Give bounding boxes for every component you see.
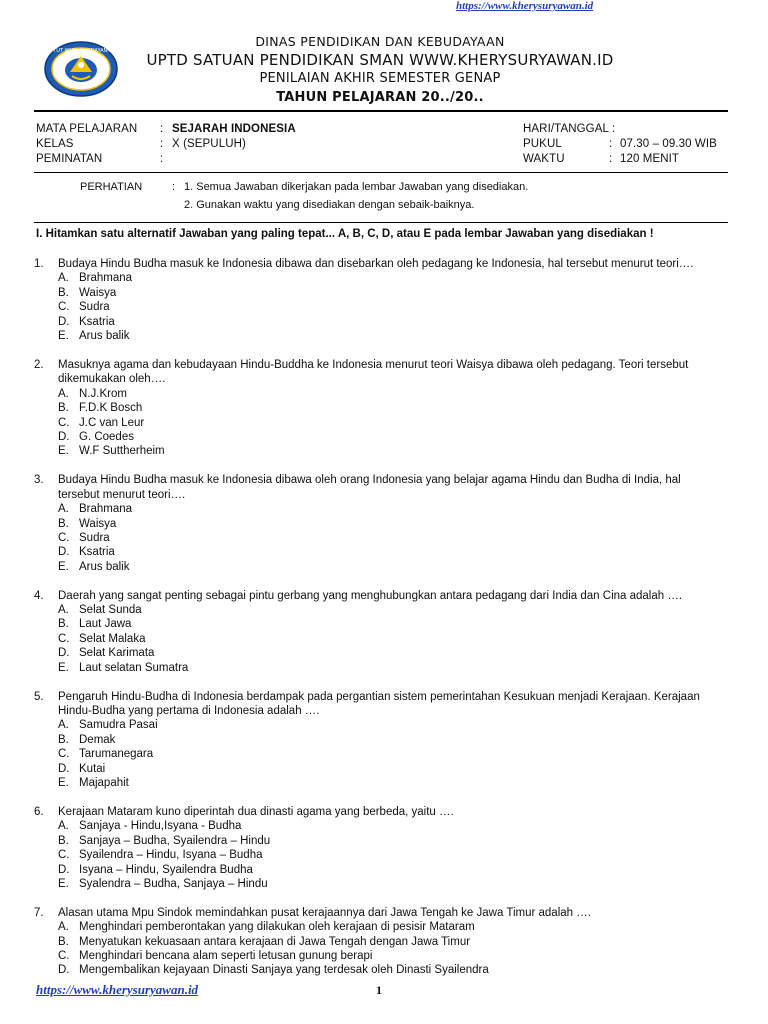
option-text: Isyana – Hindu, Syailendra Budha (79, 863, 253, 876)
option-text: Syailendra – Hindu, Isyana – Budha (79, 849, 263, 862)
answer-option (34, 935, 734, 949)
question-text: Budaya Hindu Budha masuk ke Indonesia dibawa dan disebarkan oleh pedagang ke Indonesia, hal tersebut menurut teori…. (58, 258, 694, 270)
svg-text:TUT WURI HANDAYANI: TUT WURI HANDAYANI (53, 48, 109, 54)
option-text: Mengembalikan kejayaan Dinasti Sanjaya yang terdesak oleh Dinasti Syailendra (79, 964, 489, 977)
header-agency-line: DINAS PENDIDIKAN DAN KEBUDAYAAN (255, 34, 505, 49)
question-text: Pengaruh Hindu-Budha di Indonesia berdampak pada pergantian sistem pemerintahan Kesukuan menjadi Kerajaan. Kerajaan (58, 690, 700, 703)
question-number: 4. (34, 589, 44, 602)
option-text: Demak (79, 733, 116, 746)
waktu-colon: : (609, 153, 613, 165)
option-letter: B. (58, 834, 69, 847)
question-number (34, 704, 58, 718)
answer-option (34, 517, 734, 531)
info-mapel (36, 123, 296, 135)
answer-option (34, 531, 734, 545)
answer-option (34, 632, 734, 646)
option-text: J.C van Leur (79, 416, 145, 429)
question-text: dikemukakan oleh…. (58, 373, 166, 386)
info-pukul (523, 138, 717, 150)
question-item (34, 589, 734, 675)
option-text: Samudra Pasai (79, 719, 158, 732)
option-letter: B. (58, 618, 69, 631)
option-letter: B. (58, 935, 69, 948)
option-text: Selat Sunda (79, 604, 142, 617)
perhatian-item-1: 1. Semua Jawaban dikerjakan pada lembar Jawaban yang disediakan. (184, 181, 529, 193)
option-letter: D. (58, 863, 70, 876)
waktu-label: WAKTU (523, 153, 565, 165)
option-text: Sanjaya - Hindu,Isyana - Budha (79, 820, 242, 833)
answer-option (34, 920, 734, 934)
peminatan-label: PEMINATAN (36, 153, 103, 165)
info-waktu (523, 153, 680, 165)
header-school-line: UPTD SATUAN PENDIDIKAN SMAN WWW.KHERYSURYAWAN.ID (146, 51, 614, 69)
answer-option (34, 877, 734, 891)
info-divider (34, 172, 728, 173)
question-list (34, 257, 734, 992)
answer-option (34, 949, 734, 963)
question-item (34, 906, 734, 978)
option-text: Majapahit (79, 777, 129, 789)
header-year-line: TAHUN PELAJARAN 20../20.. (276, 90, 484, 105)
question-text: Alasan utama Mpu Sindok memindahkan pusat kerajaannya dari Jawa Tengah ke Jawa Timur adalah …. (58, 906, 591, 919)
option-letter: C. (58, 632, 70, 645)
option-text: Menghindari pemberontakan yang dilakukan oleh kerajaan di pesisir Mataram (79, 921, 475, 934)
perhatian-item-2: 2. Gunakan waktu yang disediakan dengan sebaik-baiknya. (184, 199, 475, 211)
answer-option (34, 776, 734, 790)
option-text: Sanjaya – Budha, Syailendra – Hindu (79, 834, 271, 847)
answer-option (34, 733, 734, 747)
option-letter: C. (58, 849, 70, 862)
answer-option (34, 863, 734, 877)
option-letter: D. (58, 964, 70, 977)
option-letter: C. (58, 748, 70, 761)
footer-website-link[interactable]: https://www.kherysuryawan.id (36, 982, 199, 997)
answer-option (34, 401, 734, 415)
option-text: F.D.K Bosch (79, 402, 143, 415)
mapel-label: MATA PELAJARAN (36, 123, 138, 135)
question-number (34, 488, 58, 502)
question-number: 7. (34, 906, 44, 919)
info-hari (523, 123, 616, 135)
answer-option (34, 603, 734, 617)
option-letter: E. (58, 777, 69, 789)
answer-option (34, 315, 734, 329)
pukul-value: 07.30 – 09.30 WIB (620, 138, 717, 150)
answer-option (34, 286, 734, 300)
answer-option (34, 661, 734, 675)
hari-colon: : (612, 123, 616, 135)
option-letter: A. (58, 503, 69, 516)
question-text: Daerah yang sangat penting sebagai pintu gerbang yang menghubungkan antara pedagang dari India dan Cina adalah …. (58, 589, 683, 602)
question-item (34, 473, 734, 574)
option-letter: A. (58, 719, 69, 732)
option-text: Tarumanegara (79, 748, 154, 761)
question-number (34, 372, 58, 386)
option-letter: B. (58, 733, 69, 746)
question-number: 1. (34, 258, 44, 270)
answer-option (34, 747, 734, 761)
option-text: N.J.Krom (79, 387, 127, 400)
option-letter: D. (58, 315, 70, 328)
question-text: Masuknya agama dan kebudayaan Hindu-Buddha ke Indonesia menurut teori Waisya dibawa oleh pedagang. Teori tersebut (58, 358, 689, 371)
option-text: Laut selatan Sumatra (79, 661, 189, 674)
tut-wuri-handayani-logo (42, 40, 120, 98)
option-letter: C. (58, 950, 70, 963)
kelas-label: KELAS (36, 138, 74, 150)
option-letter: D. (58, 762, 70, 775)
option-text: Brahmana (79, 272, 133, 285)
option-letter: B. (58, 402, 69, 415)
page-number: 1 (376, 983, 382, 997)
answer-option (34, 271, 734, 285)
hari-label: HARI/TANGGAL (523, 123, 609, 135)
option-letter: E. (58, 560, 69, 573)
header-divider (34, 110, 728, 112)
option-letter: B. (58, 517, 69, 530)
answer-option (34, 300, 734, 314)
perhatian-label: PERHATIAN (80, 181, 143, 193)
question-item (34, 690, 734, 791)
answer-option (34, 762, 734, 776)
option-letter: A. (58, 921, 69, 934)
answer-option (34, 430, 734, 444)
option-text: Ksatria (79, 315, 115, 328)
answer-option (34, 416, 734, 430)
info-kelas (36, 138, 246, 150)
option-text: Ksatria (79, 546, 115, 559)
question-number: 6. (34, 805, 44, 818)
kelas-colon: : (160, 138, 164, 150)
option-text: Selat Karimata (79, 647, 155, 660)
option-letter: B. (58, 286, 69, 299)
answer-option (34, 444, 734, 458)
answer-option (34, 963, 734, 977)
option-letter: C. (58, 531, 70, 544)
mapel-value: SEJARAH INDONESIA (172, 123, 296, 135)
question-text: Budaya Hindu Budha masuk ke Indonesia dibawa oleh orang Indonesia yang belajar agama Hindu dan Budha di India, hal (58, 474, 681, 487)
option-text: Syalendra – Budha, Sanjaya – Hindu (79, 877, 268, 890)
notes-divider (34, 222, 728, 223)
kelas-value: X (SEPULUH) (172, 138, 246, 150)
option-letter: A. (58, 387, 69, 400)
question-text: tersebut menurut teori…. (58, 488, 186, 501)
answer-option (34, 718, 734, 732)
option-text: Sudra (79, 301, 110, 314)
answer-option (34, 834, 734, 848)
question-number: 2. (34, 358, 44, 371)
question-number: 3. (34, 474, 44, 487)
info-peminatan (36, 153, 164, 165)
option-text: Sudra (79, 531, 110, 544)
question-item (34, 358, 734, 459)
option-letter: A. (58, 272, 69, 285)
question-number: 5. (34, 690, 44, 703)
answer-option (34, 617, 734, 631)
option-letter: D. (58, 430, 70, 443)
option-letter: C. (58, 301, 70, 314)
waktu-value: 120 MENIT (620, 153, 680, 165)
question-item (34, 805, 734, 891)
question-text: Kerajaan Mataram kuno diperintah dua dinasti agama yang berbeda, yaitu …. (58, 805, 454, 818)
option-letter: E. (58, 330, 69, 343)
answer-option (34, 819, 734, 833)
answer-option (34, 387, 734, 401)
option-text: Kutai (79, 762, 106, 775)
option-letter: E. (58, 877, 69, 890)
option-letter: A. (58, 820, 69, 833)
option-letter: E. (58, 445, 69, 458)
header-exam-line: PENILAIAN AKHIR SEMESTER GENAP (259, 71, 501, 86)
perhatian-colon: : (172, 181, 176, 193)
option-letter: A. (58, 604, 69, 617)
answer-option (34, 848, 734, 862)
peminatan-colon: : (160, 153, 164, 165)
mapel-colon: : (160, 123, 164, 135)
option-text: W.F Suttherheim (79, 445, 165, 458)
option-text: Arus balik (79, 560, 130, 573)
pukul-colon: : (609, 138, 613, 150)
option-letter: E. (58, 661, 69, 674)
answer-option (34, 545, 734, 559)
answer-option (34, 646, 734, 660)
top-website-link[interactable]: https://www.kherysuryawan.id (456, 0, 594, 12)
section-instruction: I. Hitamkan satu alternatif Jawaban yang paling tepat... A, B, C, D, atau E pada lembar Jawaban yang disediakan ! (36, 228, 654, 240)
option-letter: C. (58, 416, 70, 429)
option-letter: D. (58, 546, 70, 559)
option-text: Brahmana (79, 503, 133, 516)
answer-option (34, 329, 734, 343)
option-text: Laut Jawa (79, 618, 132, 631)
option-text: Menyatukan kekuasaan antara kerajaan di Jawa Tengah dengan Jawa Timur (79, 935, 471, 948)
answer-option (34, 502, 734, 516)
question-text: Hindu-Budha yang pertama di Indonesia adalah …. (58, 704, 320, 717)
answer-option (34, 560, 734, 574)
option-text: G. Coedes (79, 430, 134, 443)
question-item (34, 257, 734, 343)
option-text: Selat Malaka (79, 632, 146, 645)
option-text: Waisya (79, 286, 117, 299)
option-text: Arus balik (79, 330, 130, 343)
option-text: Waisya (79, 517, 117, 530)
pukul-label: PUKUL (523, 138, 562, 150)
option-letter: D. (58, 647, 70, 660)
option-text: Menghindari bencana alam seperti letusan gunung berapi (79, 950, 373, 963)
